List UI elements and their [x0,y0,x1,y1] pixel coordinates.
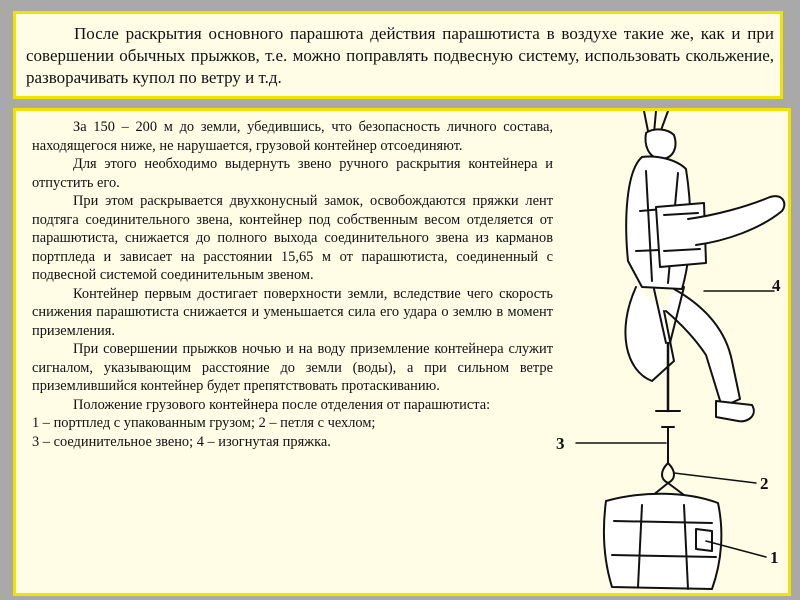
right-boot [716,401,754,421]
paragraph-night-water-signal: При совершении прыжков ночью и на воду приземление контейнера служит сигналом, указывающим расстояние до земли (воды), а при сильном ветре приземлившийся контейнер будет препятствовать протаскиванию. [32,341,553,394]
intro-note-box [13,11,783,99]
callout-4: 4 [772,276,781,295]
callout-3: 3 [556,434,565,453]
cargo-container [604,494,721,589]
paragraph-lock-release: При этом раскрывается двухконусный замок, освобождаются пряжки лент подтяга соединительного звена, контейнер под собственным весом отделяется от парашютиста, снижается до полного выхода соединительного звена из карманов портпледа и зависает на расстоянии 15,65 м от парашютиста, соединенный с подвесной системой соединительным звеном. [32,193,553,283]
legend-line-2: 3 – соединительное звено; 4 – изогнутая пряжка. [32,433,331,450]
loop-with-cover [662,463,674,483]
parachutist-container-illustration [556,111,788,593]
right-leg [666,289,740,407]
paragraph-detach-height: За 150 – 200 м до земли, убедившись, что безопасность личного состава, находящегося ниже, не нарушается, грузовой контейнер отсоединяют. [32,119,553,154]
paragraph-container-position: Положение грузового контейнера после отделения от парашютиста: [73,396,491,413]
legend-line-1: 1 – портплед с упакованным грузом; 2 – петля с чехлом; [32,415,376,431]
main-content-box [13,108,791,596]
callout-2: 2 [760,474,769,493]
callout-1: 1 [770,548,779,567]
intro-note-text: После раскрытия основного парашюта действия парашютиста в воздухе такие же, как и при совершении обычных прыжков, т.е. можно поправлять подвесную систему, использовать скольжение, разворачивать купол по ветру и т.д. [26,24,774,87]
description-text [32,118,553,451]
paragraph-pull-link: Для этого необходимо выдернуть звено ручного раскрытия контейнера и отпустить его. [32,156,553,191]
left-leg [625,287,674,381]
paragraph-container-lands-first: Контейнер первым достигает поверхности земли, вследствие чего скорость снижения парашютиста снижается и уменьшается сила его удара о землю в момент приземления. [32,285,553,339]
callout-line-2 [674,473,756,483]
helmet [646,129,676,159]
link-buckles [656,411,680,463]
